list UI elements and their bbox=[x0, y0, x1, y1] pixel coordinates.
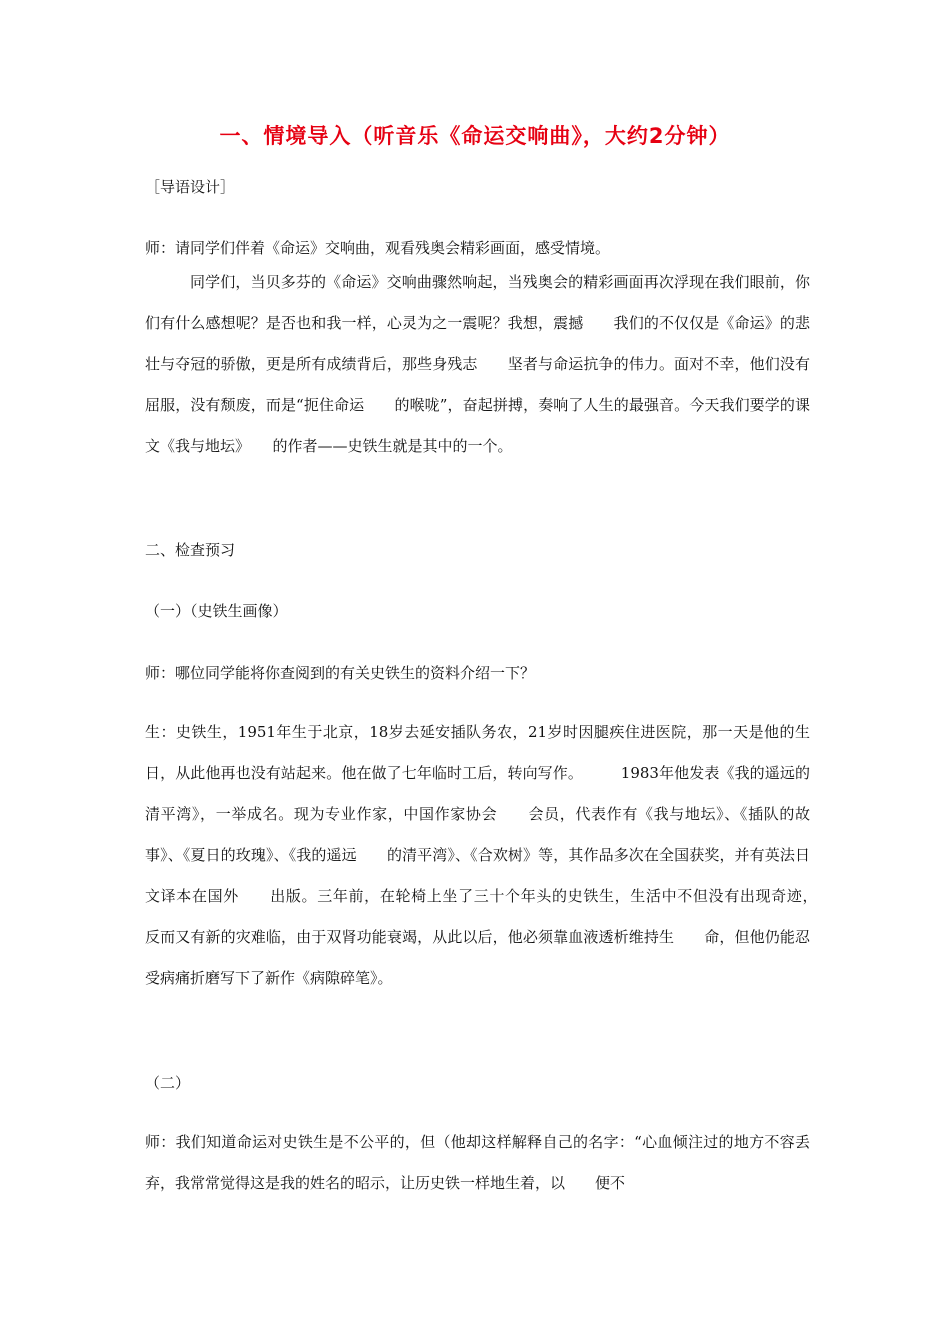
student-answer: 生：史铁生，1951年生于北京，18岁去延安插队务农，21岁时因腿疾住进医院，那一天是他的生日，从此他再也没有站起来。他在做了七年临时工后，转向写作。 1983年他发表《我的遥远的清平湾》，一举成名。现为专业作家，中国作家协会 会员，代表作有《我与地坛》、《插队的故事》、《夏日的玫瑰》、《我的遥远 的清平湾》、《合欢树》等，其作品多次在全国获奖，并有英法日文译本在国外 出版。三年前，在轮椅上坐了三十个年头的史铁生，生活中不但没有出现奇迹， 反而又有新的灾难临，由于双肾功能衰竭，从此以后，他必须靠血液透析维持生 命，但他仍能忍受病痛折磨写下了新作《病隙碎笔》。 bbox=[145, 723, 841, 987]
teacher-line-1: 师：请同学们伴着《命运》交响曲，观看残奥会精彩画面，感受情境。 bbox=[145, 239, 611, 257]
section-2-heading: 二、检查预习 bbox=[145, 541, 236, 559]
teacher-line-2: 师：我们知道命运对史铁生是不公平的，但（他却这样解释自己的名字：“心血倾注过的地方不容丢弃，我常常觉得这是我的姓名的昭示，让历史铁一样地生着，以 便不 bbox=[145, 1133, 810, 1192]
subsection-1-label: （一）（史铁生画像） bbox=[145, 602, 288, 620]
section-1-title: 一、情境导入（听音乐《命运交响曲》，大约2分钟） bbox=[219, 124, 731, 148]
subsection-2-label: （二） bbox=[145, 1074, 191, 1092]
teacher-question: 师：哪位同学能将你查阅到的有关史铁生的资料介绍一下？ bbox=[145, 664, 536, 682]
intro-label: ［导语设计］ bbox=[145, 178, 236, 196]
intro-paragraph: 同学们，当贝多芬的《命运》交响曲骤然响起，当残奥会的精彩画面再次浮现在我们眼前，你们有什么感想呢？是否也和我一样，心灵为之一震呢？我想，震撼 我们的不仅仅是《命运》的悲壮与夺冠的骄傲，更是所有成绩背后，那些身残志 坚者与命运抗争的伟力。面对不幸，他们没有屈服，没有颓废，而是“扼住命运 的喉咙”，奋起拼搏，奏响了人生的最强音。今天我们要学的课文《我与地坛》 的作者——史铁生就是其中的一个。 bbox=[145, 273, 810, 455]
